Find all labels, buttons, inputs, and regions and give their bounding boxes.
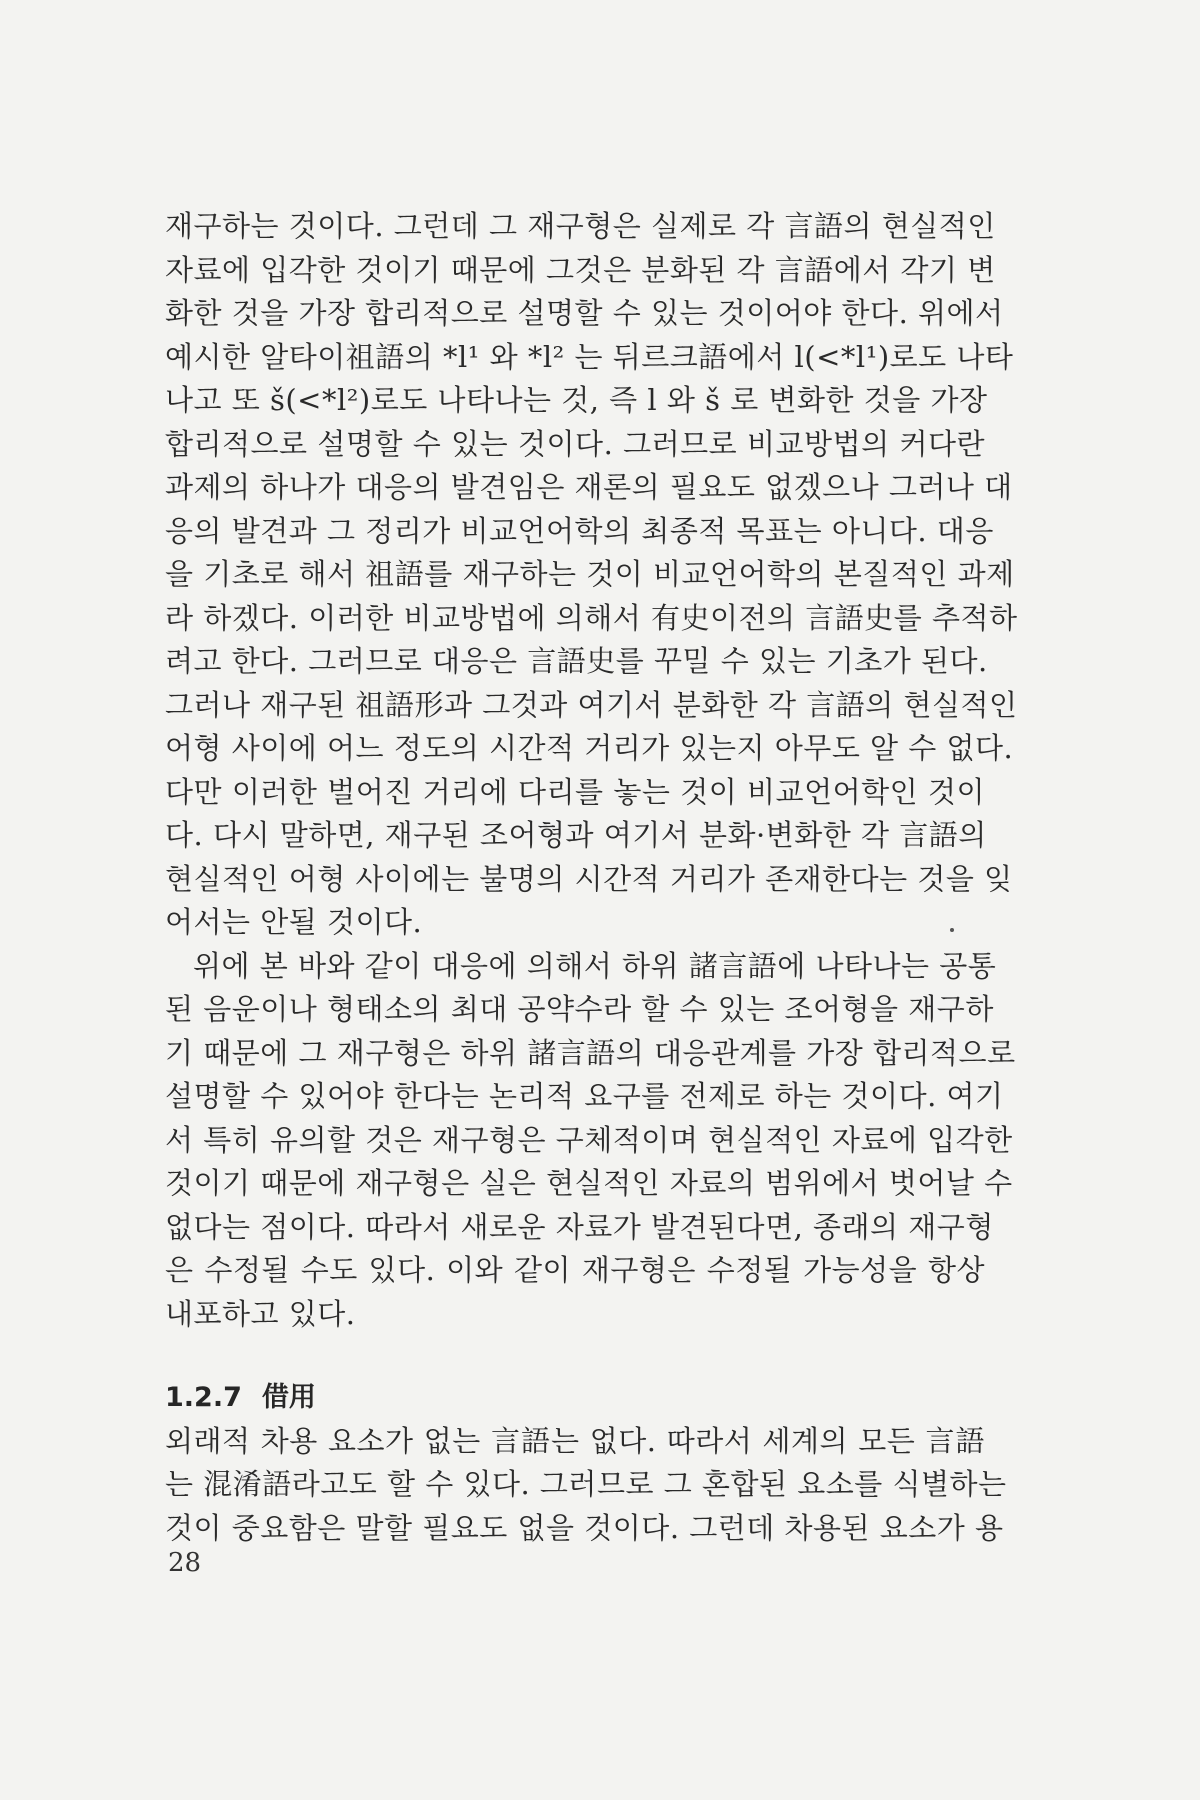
text-line: 다. 다시 말하면, 재구된 조어형과 여기서 분화·변화한 각 言語의 [165, 818, 987, 852]
text-line: 은 수정될 수도 있다. 이와 같이 재구형은 수정될 가능성을 항상 [165, 1253, 985, 1287]
text-line: 려고 한다. 그러므로 대응은 言語史를 꾸밀 수 있는 기초가 된다. [165, 644, 988, 678]
text-line: 외래적 차용 요소가 없는 言語는 없다. 따라서 세계의 모든 言語 [165, 1423, 985, 1458]
text-line: 현실적인 어형 사이에는 불명의 시간적 거리가 존재한다는 것을 잊 [165, 861, 1013, 896]
text-line: 나고 또 š(<*l²)로도 나타나는 것, 즉 l 와 š 로 변화한 것을 가장 [165, 383, 988, 417]
text-line: 응의 발견과 그 정리가 비교언어학의 최종적 목표는 아니다. 대응 [165, 513, 994, 548]
text-line: 것이 중요함은 말할 필요도 없을 것이다. 그런데 차용된 요소가 용 [165, 1510, 1004, 1545]
text-line: 위에 본 바와 같이 대응에 의해서 하위 諸言語에 나타나는 공통 [193, 948, 997, 983]
text-line: 는 混淆語라고도 할 수 있다. 그러므로 그 혼합된 요소를 식별하는 [165, 1467, 1007, 1501]
text-line: 것이기 때문에 재구형은 실은 현실적인 자료의 범위에서 벗어날 수 [165, 1166, 1013, 1200]
section-number: 1.2.7 [165, 1382, 242, 1413]
text-line: 을 기초로 해서 祖語를 재구하는 것이 비교언어학의 본질적인 과제 [165, 557, 1015, 591]
text-line: 어형 사이에 어느 정도의 시간적 거리가 있는지 아무도 알 수 없다. [165, 731, 1014, 765]
paragraph-1 [165, 205, 1018, 945]
text-line: 화한 것을 가장 합리적으로 설명할 수 있는 것이어야 한다. 위에서 [165, 296, 1004, 330]
page-number: 28 [168, 1548, 202, 1578]
paragraph-3 [165, 1420, 1007, 1551]
text-line: 합리적으로 설명할 수 있는 것이다. 그러므로 비교방법의 커다란 [165, 426, 985, 461]
text-line: 설명할 수 있어야 한다는 논리적 요구를 전제로 하는 것이다. 여기 [165, 1079, 1004, 1113]
text-line: 과제의 하나가 대응의 발견임은 재론의 필요도 없겠으나 그러나 대 [165, 470, 1013, 504]
page-content [165, 205, 1018, 1550]
text-line: 없다는 점이다. 따라서 새로운 자료가 발견된다면, 종래의 재구형 [165, 1209, 994, 1244]
section-heading [165, 1376, 985, 1420]
text-line: 예시한 알타이祖語의 *l¹ 와 *l² 는 뒤르크語에서 l(<*l¹)로도 나타 [165, 339, 1014, 374]
text-line: 자료에 입각한 것이기 때문에 그것은 분화된 각 言語에서 각기 변 [165, 252, 996, 287]
scan-speck [950, 928, 954, 932]
section-title: 借用 [261, 1382, 316, 1413]
text-line: 그러나 재구된 祖語形과 그것과 여기서 분화한 각 言語의 현실적인 [165, 687, 1018, 722]
text-line: 어서는 안될 것이다. [165, 905, 423, 939]
text-line: 재구하는 것이다. 그런데 그 재구형은 실제로 각 言語의 현실적인 [165, 209, 996, 243]
text-line: 서 특히 유의할 것은 재구형은 구체적이며 현실적인 자료에 입각한 [165, 1122, 1013, 1157]
paragraph-2 [165, 945, 1016, 1337]
text-line: 된 음운이나 형태소의 최대 공약수라 할 수 있는 조어형을 재구하 [165, 992, 994, 1026]
text-line: 내포하고 있다. [165, 1296, 356, 1331]
text-line: 기 때문에 그 재구형은 하위 諸言語의 대응관계를 가장 합리적으로 [165, 1035, 1016, 1070]
text-line: 다만 이러한 벌어진 거리에 다리를 놓는 것이 비교언어학인 것이 [165, 774, 985, 809]
text-line: 라 하겠다. 이러한 비교방법에 의해서 有史이전의 言語史를 추적하 [165, 600, 1018, 635]
